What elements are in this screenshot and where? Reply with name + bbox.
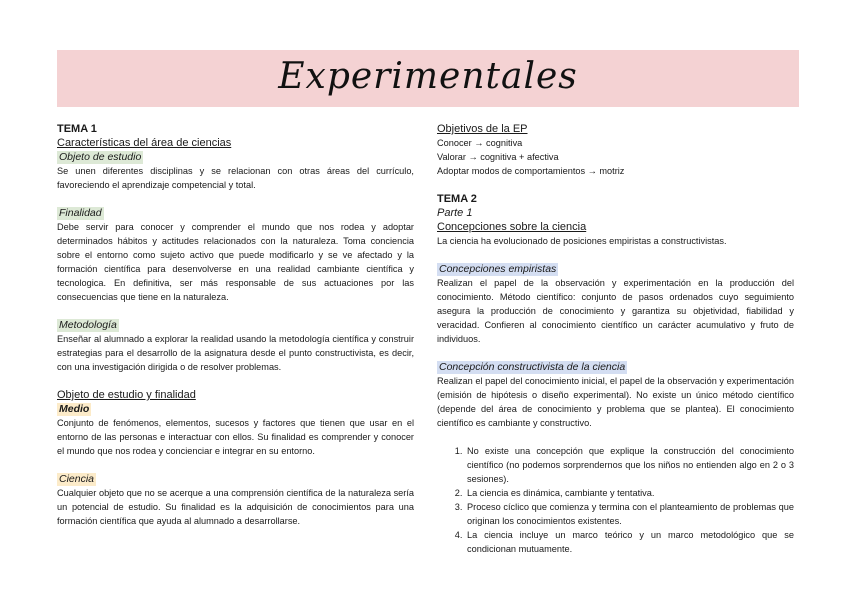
constructivista-text: Realizan el papel del conocimiento inicial, el papel de la observación y experimentación (emisión de hipótesis o diseño experimental). No existe un único método científico (depende del área de conocimiento y problema que se plantea). El conocimiento científico es cambiante y constructivo. (437, 376, 794, 428)
parte1-heading: Parte 1 (437, 207, 473, 219)
medio-text: Conjunto de fenómenos, elementos, sucesos y factores que tienen que usar en el entorno de las personas e interactuar con ellos. Su finalidad es comprender y conocer el mundo que nos rodea y concienciar e integrar en su entorno. (57, 418, 414, 456)
tema2-heading: TEMA 2 (437, 193, 477, 205)
ciencia-text: Cualquier objeto que no se acerque a una comprensión científica de la naturaleza sería un potencial de estudio. Su finalidad es la adquisición de conocimientos para una formación científica que ayuda al alumnado a desarrollarse. (57, 488, 414, 526)
title-banner (57, 50, 799, 107)
list-item: 1. No existe una concepción que explique la construcción del conocimiento científico (no podemos sorprendernos que los niños no entienden algo en 2 o 3 sesiones). (465, 444, 794, 486)
objetivos-title: Objetivos de la EP (437, 123, 528, 135)
page-title: Experimentales (278, 56, 578, 97)
finalidad-text: Debe servir para conocer y comprender el mundo que nos rodea y adoptar determinados hábitos y actitudes relacionados con la naturaleza. Toma conciencia sobre el entorno como sujeto activo que puede modificarlo y se ve afectado y la formación científica para desenvolverse en una realidad cambiante científica y tecnologica. En definitiva, ser más responsable de sus actuaciones por las consecuencias que tiene en la naturaleza. (57, 222, 414, 302)
ciencia-heading: Ciencia (59, 473, 95, 485)
objeto-text: Se unen diferentes disciplinas y se relacionan con otras áreas del currículo, favoreciendo el aprendizaje competencial y total. (57, 166, 414, 190)
objeto-finalidad-title: Objeto de estudio y finalidad (57, 389, 196, 401)
objetivo-line: Adoptar modos de comportamientos → motriz (437, 166, 625, 176)
objeto-heading: Objeto de estudio (59, 151, 142, 163)
objetivo-line: Conocer → cognitiva (437, 138, 523, 148)
empiristas-heading: Concepciones empiristas (439, 263, 557, 275)
list-item: 2. La ciencia es dinámica, cambiante y tentativa. (465, 486, 794, 500)
constructivista-heading: Concepción constructivista de la ciencia (439, 361, 626, 373)
metodologia-text: Enseñar al alumnado a explorar la realidad usando la metodología científica y construir estrategias para el desarrollo de la asignatura desde el punto constructivista, es decir, con una investigación dirigida o de resolver problemas. (57, 334, 414, 372)
characteristics-list (437, 444, 794, 556)
tema1-heading: TEMA 1 (57, 123, 97, 135)
list-item: 4. La ciencia incluye un marco teórico y un marco metodológico que se condicionan mutuamente. (465, 528, 794, 556)
empiristas-text: Realizan el papel de la observación y experimentación en la producción del conocimiento. Método científico: conjunto de pasos ordenados cuyo seguimiento asegura la producción de conocimiento y garantiza su objetividad, fiabilidad y veracidad. Confieren al conocimiento científico un carácter acumulativo y fruto de individuos. (437, 278, 794, 344)
area-title: Características del área de ciencias (57, 137, 232, 149)
left-column (57, 122, 414, 528)
concepciones-text: La ciencia ha evolucionado de posiciones empiristas a constructivistas. (437, 236, 727, 246)
list-item: 3. Proceso cíclico que comienza y termina con el planteamiento de problemas que originan los conocimientos existentes. (465, 500, 794, 528)
objetivo-line: Valorar → cognitiva + afectiva (437, 152, 559, 162)
medio-heading: Medio (59, 403, 90, 415)
right-column (437, 122, 794, 556)
metodologia-heading: Metodología (59, 319, 117, 331)
concepciones-title: Concepciones sobre la ciencia (437, 221, 587, 233)
finalidad-heading: Finalidad (59, 207, 102, 219)
